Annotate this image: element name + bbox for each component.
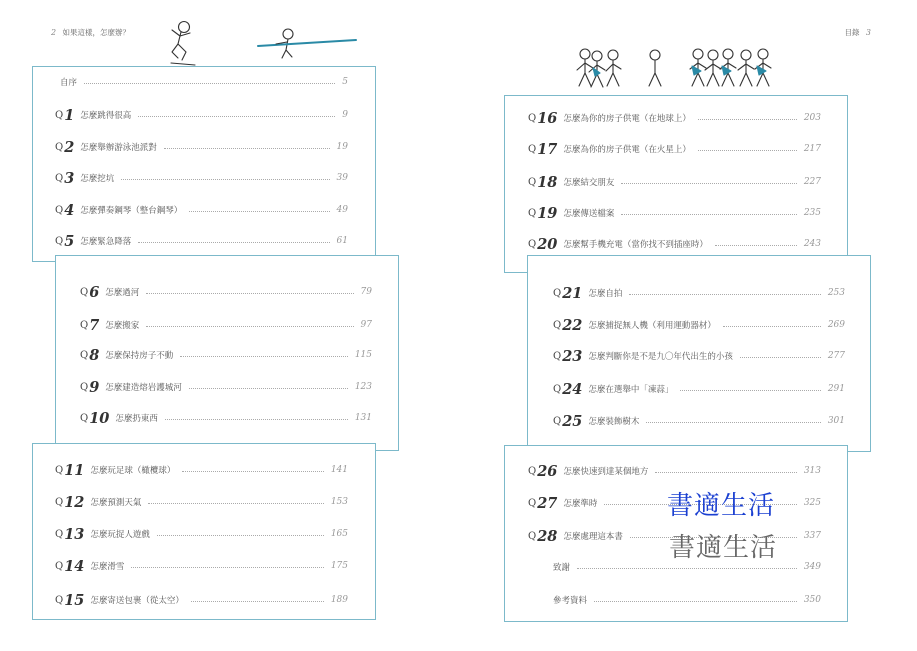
toc-question-prefix: Q [553, 383, 562, 395]
toc-page-number: 217 [803, 144, 821, 154]
toc-page-number: 189 [330, 595, 348, 605]
toc-entry[interactable] [553, 283, 845, 303]
toc-entry[interactable] [80, 282, 372, 302]
toc-leader-dots [189, 211, 329, 212]
toc-page-number: 5 [342, 77, 348, 87]
toc-entry-title: 怎麼準時 [563, 499, 598, 509]
toc-question-number: 5 [64, 232, 75, 250]
toc-entry[interactable] [528, 234, 821, 254]
toc-question-prefix: Q [553, 319, 562, 331]
toc-entry[interactable] [55, 460, 348, 480]
toc-entry-title: 怎麼捕捉無人機（利用運動器材） [588, 321, 716, 331]
toc-leader-dots [138, 116, 335, 117]
toc-question-number: 27 [537, 494, 558, 512]
toc-page-number: 141 [330, 465, 348, 475]
toc-question-prefix: Q [55, 141, 64, 153]
toc-entry-title: 怎麼彈奏鋼琴（整台鋼琴） [80, 206, 183, 216]
toc-entry-title: 怎麼玩足球（橄欖球） [90, 466, 176, 476]
toc-entry[interactable] [528, 108, 821, 128]
toc-question-number: 24 [562, 380, 583, 398]
toc-entry[interactable] [80, 377, 372, 397]
toc-question-number: 11 [64, 461, 85, 479]
toc-leader-dots [715, 245, 797, 246]
toc-entry-title: 怎麼玩捉人遊戲 [90, 530, 150, 540]
toc-question-prefix: Q [55, 204, 64, 216]
toc-page-number: 97 [360, 320, 372, 330]
toc-question-prefix: Q [80, 319, 89, 331]
toc-entry-title: 怎麼快速到達某個地方 [563, 467, 649, 477]
toc-question-number: 8 [89, 346, 100, 364]
toc-question-number: 20 [537, 235, 558, 253]
toc-entry[interactable] [55, 492, 348, 512]
toc-page-number: 123 [354, 382, 372, 392]
toc-question-number: 13 [64, 525, 85, 543]
toc-page-number: 313 [803, 466, 821, 476]
toc-leader-dots [621, 214, 796, 215]
stick-figure-crowd-icon [573, 46, 813, 91]
toc-question-number: 25 [562, 412, 583, 430]
toc-entry[interactable] [528, 172, 821, 192]
toc-leader-dots [180, 356, 348, 357]
toc-page-number: 165 [330, 529, 348, 539]
toc-entry[interactable] [55, 200, 348, 220]
toc-question-prefix: Q [528, 530, 537, 542]
toc-page-number: 9 [342, 110, 348, 120]
toc-entry-title: 怎麼為你的房子供電（在火星上） [563, 145, 691, 155]
toc-entry-title: 怎麼過河 [105, 288, 140, 298]
toc-leader-dots [164, 148, 330, 149]
toc-leader-dots [146, 293, 353, 294]
toc-page-number: 131 [354, 413, 372, 423]
toc-question-prefix: Q [55, 528, 64, 540]
watermark-blue: 書適生活 [667, 491, 776, 521]
toc-page-number: 153 [330, 497, 348, 507]
toc-leader-dots [740, 357, 821, 358]
toc-leader-dots [621, 183, 796, 184]
toc-entry-title: 怎麼滑雪 [90, 562, 125, 572]
right-page-number: 3 [865, 28, 871, 37]
toc-leader-dots [191, 601, 324, 602]
toc-leader-dots [646, 422, 820, 423]
toc-question-number: 14 [64, 557, 85, 575]
toc-entry-title: 怎麼挖坑 [80, 174, 115, 184]
toc-question-number: 26 [537, 462, 558, 480]
toc-question-number: 4 [64, 201, 75, 219]
toc-page-number: 79 [360, 287, 372, 297]
toc-leader-dots [148, 503, 323, 504]
toc-question-number: 6 [89, 283, 100, 301]
toc-page-number: 337 [803, 531, 821, 541]
toc-page-number: 61 [336, 236, 348, 246]
toc-question-number: 12 [64, 493, 85, 511]
toc-page-number: 350 [803, 595, 821, 605]
toc-entry[interactable] [528, 139, 821, 159]
toc-question-number: 3 [64, 169, 75, 187]
toc-question-number: 18 [537, 173, 558, 191]
toc-entry-title: 怎麼寄送包裹（從太空） [90, 596, 184, 606]
toc-entry[interactable] [60, 72, 348, 92]
toc-question-prefix: Q [528, 465, 537, 477]
toc-page-number: 235 [803, 208, 821, 218]
pole-stick-figure-icon [258, 24, 363, 64]
toc-entry[interactable] [553, 590, 821, 610]
toc-entry[interactable] [55, 105, 348, 125]
toc-leader-dots [84, 83, 335, 84]
toc-entry[interactable] [80, 345, 372, 365]
toc-question-prefix: Q [55, 560, 64, 572]
toc-entry[interactable] [55, 556, 348, 576]
toc-question-prefix: Q [528, 207, 537, 219]
toc-page-number: 253 [827, 288, 845, 298]
toc-entry-title: 怎麼結交朋友 [563, 178, 615, 188]
toc-leader-dots [182, 471, 323, 472]
toc-entry[interactable] [553, 346, 845, 366]
toc-question-prefix: Q [553, 287, 562, 299]
toc-question-number: 19 [537, 204, 558, 222]
toc-page-number: 115 [354, 350, 372, 360]
toc-page-number: 291 [827, 384, 845, 394]
toc-question-number: 23 [562, 347, 583, 365]
toc-page-number: 269 [827, 320, 845, 330]
toc-leader-dots [577, 568, 797, 569]
toc-entry-title: 怎麼建造熔岩護城河 [105, 383, 182, 393]
toc-question-number: 17 [537, 140, 558, 158]
toc-question-prefix: Q [55, 172, 64, 184]
toc-question-number: 1 [64, 106, 75, 124]
toc-leader-dots [138, 242, 329, 243]
toc-page-number: 301 [827, 416, 845, 426]
toc-entry[interactable] [553, 315, 845, 335]
toc-leader-dots [165, 419, 348, 420]
toc-leader-dots [629, 294, 820, 295]
toc-entry-title: 怎麼跳得很高 [80, 111, 132, 121]
toc-entry-title: 怎麼為你的房子供電（在地球上） [563, 114, 691, 124]
toc-question-number: 21 [562, 284, 583, 302]
left-running-head [47, 27, 130, 38]
toc-leader-dots [655, 472, 796, 473]
right-running-title: 目錄 [844, 28, 860, 37]
toc-question-prefix: Q [55, 464, 64, 476]
toc-question-prefix: Q [55, 109, 64, 121]
toc-entry-title: 怎麼自拍 [588, 289, 623, 299]
toc-question-number: 7 [89, 316, 100, 334]
toc-entry-title: 怎麼傳送檔案 [563, 209, 615, 219]
toc-entry-title: 怎麼舉辦游泳池派對 [80, 143, 157, 153]
toc-page-number: 325 [803, 498, 821, 508]
toc-page-number: 277 [827, 351, 845, 361]
toc-entry[interactable] [553, 411, 845, 431]
toc-entry[interactable] [528, 203, 821, 223]
toc-question-prefix: Q [55, 496, 64, 508]
toc-question-number: 9 [89, 378, 100, 396]
toc-question-prefix: Q [553, 350, 562, 362]
toc-question-prefix: Q [55, 235, 64, 247]
toc-page-number: 203 [803, 113, 821, 123]
toc-leader-dots [698, 119, 797, 120]
toc-leader-dots [121, 179, 329, 180]
toc-entry-title: 參考資料 [553, 596, 588, 606]
toc-entry-title: 自序 [60, 78, 78, 88]
toc-question-prefix: Q [80, 349, 89, 361]
toc-page-number: 243 [803, 239, 821, 249]
toc-question-number: 16 [537, 109, 558, 127]
toc-leader-dots [723, 326, 821, 327]
toc-question-number: 22 [562, 316, 583, 334]
toc-question-prefix: Q [528, 112, 537, 124]
toc-page-number: 19 [336, 142, 348, 152]
toc-question-prefix: Q [528, 238, 537, 250]
toc-entry[interactable] [55, 231, 348, 251]
toc-leader-dots [157, 535, 324, 536]
left-page-number: 2 [51, 28, 57, 37]
toc-question-prefix: Q [80, 412, 89, 424]
toc-entry-title: 怎麼緊急降落 [80, 237, 132, 247]
toc-question-number: 28 [537, 527, 558, 545]
toc-leader-dots [698, 150, 797, 151]
toc-entry[interactable] [80, 315, 372, 335]
toc-page-number: 227 [803, 177, 821, 187]
toc-page-number: 39 [336, 173, 348, 183]
toc-page-number: 349 [803, 562, 821, 572]
toc-leader-dots [131, 567, 323, 568]
toc-entry[interactable] [55, 168, 348, 188]
watermark-gray: 書適生活 [669, 533, 778, 563]
left-page [0, 0, 458, 651]
toc-leader-dots [594, 601, 797, 602]
toc-question-number: 2 [64, 138, 75, 156]
left-running-title: 如果這樣，怎麼辦？ [62, 28, 130, 37]
toc-question-prefix: Q [528, 497, 537, 509]
toc-entry[interactable] [528, 461, 821, 481]
toc-entry[interactable] [553, 379, 845, 399]
toc-entry-title: 怎麼處理這本書 [563, 532, 623, 542]
toc-entry-title: 怎麼預測天氣 [90, 498, 142, 508]
toc-page-number: 175 [330, 561, 348, 571]
toc-question-prefix: Q [528, 143, 537, 155]
toc-question-prefix: Q [80, 286, 89, 298]
toc-question-prefix: Q [55, 594, 64, 606]
toc-leader-dots [146, 326, 353, 327]
toc-entry[interactable] [55, 137, 348, 157]
toc-page-number: 49 [336, 205, 348, 215]
toc-entry-title: 致謝 [553, 563, 571, 573]
toc-question-number: 15 [64, 591, 85, 609]
right-running-head [845, 27, 875, 38]
toc-question-prefix: Q [553, 415, 562, 427]
jumping-stick-figure-icon [168, 18, 208, 68]
toc-entry-title: 怎麼裝飾樹木 [588, 417, 640, 427]
toc-entry-title: 怎麼搬家 [105, 321, 140, 331]
toc-question-number: 10 [89, 409, 110, 427]
toc-entry[interactable] [80, 408, 372, 428]
toc-leader-dots [189, 388, 348, 389]
toc-entry-title: 怎麼扔東西 [115, 414, 158, 424]
toc-entry-title: 怎麼在選舉中「凍蒜」 [588, 385, 674, 395]
toc-question-prefix: Q [80, 381, 89, 393]
toc-entry[interactable] [55, 590, 348, 610]
toc-entry[interactable] [55, 524, 348, 544]
toc-entry-title: 怎麼判斷你是不是九〇年代出生的小孩 [588, 352, 733, 362]
toc-question-prefix: Q [528, 176, 537, 188]
toc-entry-title: 怎麼幫手機充電（當你找不到插座時） [563, 240, 708, 250]
toc-entry-title: 怎麼保持房子不動 [105, 351, 174, 361]
toc-leader-dots [680, 390, 820, 391]
